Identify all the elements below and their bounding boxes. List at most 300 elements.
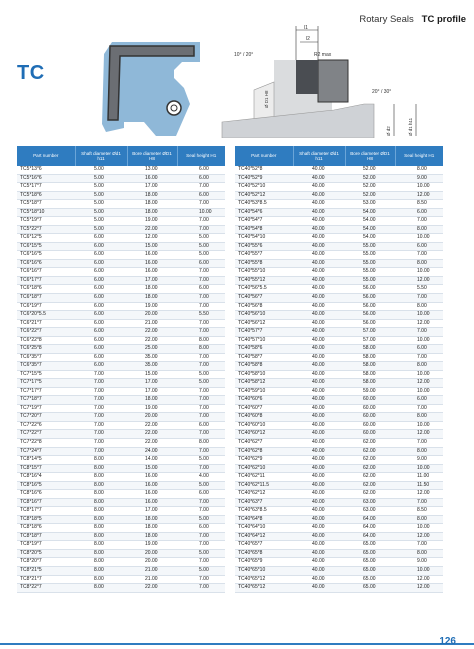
seal-height-cell: 10.00 bbox=[395, 524, 443, 533]
bore-diameter-cell: 52.00 bbox=[345, 174, 395, 183]
bore-diameter-cell: 62.00 bbox=[345, 490, 395, 499]
table-row bbox=[17, 183, 225, 192]
table-row bbox=[235, 276, 443, 285]
bore-diameter-cell: 64.00 bbox=[345, 524, 395, 533]
seal-height-cell: 10.00 bbox=[395, 464, 443, 473]
table-row bbox=[235, 285, 443, 294]
shaft-diameter-cell: 6.00 bbox=[75, 293, 127, 302]
bore-diameter-cell: 21.00 bbox=[127, 319, 177, 328]
part-number-cell: TC8*21*5 bbox=[17, 566, 75, 575]
bore-diameter-cell: 58.00 bbox=[345, 353, 395, 362]
seal-height-cell: 11.50 bbox=[395, 481, 443, 490]
seal-height-cell: 7.00 bbox=[177, 541, 225, 550]
shaft-diameter-cell: 8.00 bbox=[75, 498, 127, 507]
shaft-diameter-cell: 40.00 bbox=[293, 447, 345, 456]
bore-diameter-cell: 22.00 bbox=[127, 328, 177, 337]
bore-diameter-cell: 52.00 bbox=[345, 191, 395, 200]
bore-diameter-cell: 52.00 bbox=[345, 166, 395, 174]
bore-diameter-cell: 62.00 bbox=[345, 447, 395, 456]
table-row bbox=[17, 242, 225, 251]
part-number-cell: TC40*60*7 bbox=[235, 404, 293, 413]
part-number-cell: TC40*57*10 bbox=[235, 336, 293, 345]
shaft-diameter-cell: 6.00 bbox=[75, 242, 127, 251]
table-row bbox=[235, 566, 443, 575]
seal-height-cell: 7.00 bbox=[177, 447, 225, 456]
bore-diameter-cell: 20.00 bbox=[127, 311, 177, 320]
seal-height-cell: 10.00 bbox=[395, 336, 443, 345]
shaft-diameter-cell: 5.00 bbox=[75, 217, 127, 226]
bore-diameter-cell: 55.00 bbox=[345, 242, 395, 251]
bore-diameter-cell: 16.00 bbox=[127, 259, 177, 268]
table-row bbox=[235, 183, 443, 192]
seal-height-cell: 7.00 bbox=[395, 293, 443, 302]
part-number-cell: TC40*63*7 bbox=[235, 498, 293, 507]
part-number-cell: TC40*56*7 bbox=[235, 293, 293, 302]
table-row bbox=[17, 276, 225, 285]
seal-height-cell: 8.00 bbox=[395, 225, 443, 234]
seal-height-cell: 7.00 bbox=[395, 353, 443, 362]
shaft-diameter-cell: 40.00 bbox=[293, 370, 345, 379]
part-number-cell: TC6*25*8 bbox=[17, 345, 75, 354]
seal-height-cell: 7.00 bbox=[395, 439, 443, 448]
shaft-diameter-cell: 40.00 bbox=[293, 541, 345, 550]
table-row bbox=[235, 498, 443, 507]
shaft-diameter-cell: 40.00 bbox=[293, 524, 345, 533]
bore-diameter-cell: 56.00 bbox=[345, 311, 395, 320]
bore-diameter-cell: 54.00 bbox=[345, 234, 395, 243]
seal-height-cell: 8.00 bbox=[395, 413, 443, 422]
table-row bbox=[235, 370, 443, 379]
table-row bbox=[17, 481, 225, 490]
seal-height-cell: 10.00 bbox=[395, 370, 443, 379]
shaft-diameter-cell: 5.00 bbox=[75, 183, 127, 192]
shaft-diameter-cell: 7.00 bbox=[75, 421, 127, 430]
part-number-cell: TC8*15*7 bbox=[17, 464, 75, 473]
part-number-cell: TC40*52*12 bbox=[235, 191, 293, 200]
seal-height-cell: 7.00 bbox=[177, 464, 225, 473]
shaft-diameter-cell: 40.00 bbox=[293, 234, 345, 243]
part-number-cell: TC8*16*5 bbox=[17, 481, 75, 490]
part-number-cell: TC40*58*8 bbox=[235, 362, 293, 371]
shaft-diameter-cell: 40.00 bbox=[293, 490, 345, 499]
seal-height-cell: 7.00 bbox=[177, 498, 225, 507]
shaft-diameter-cell: 40.00 bbox=[293, 311, 345, 320]
seal-height-cell: 12.00 bbox=[395, 379, 443, 388]
seal-height-cell: 7.00 bbox=[395, 328, 443, 337]
seal-height-cell: 6.00 bbox=[395, 242, 443, 251]
part-number-cell: TC6*15*5 bbox=[17, 242, 75, 251]
bore-diameter-cell: 62.00 bbox=[345, 439, 395, 448]
seal-height-cell: 10.00 bbox=[395, 421, 443, 430]
table-row bbox=[235, 430, 443, 439]
part-number-cell: TC6*16*5 bbox=[17, 251, 75, 260]
seal-height-cell: 5.00 bbox=[177, 515, 225, 524]
table-row bbox=[17, 345, 225, 354]
seal-height-cell: 7.00 bbox=[177, 507, 225, 516]
part-number-cell: TC40*62*11 bbox=[235, 473, 293, 482]
shaft-diameter-cell: 40.00 bbox=[293, 498, 345, 507]
part-number-cell: TC7*20*7 bbox=[17, 413, 75, 422]
shaft-diameter-cell: 5.00 bbox=[75, 191, 127, 200]
shaft-diameter-cell: 8.00 bbox=[75, 481, 127, 490]
table-row bbox=[235, 362, 443, 371]
bore-diameter-cell: 19.00 bbox=[127, 404, 177, 413]
table-row bbox=[235, 217, 443, 226]
part-number-cell: TC7*22*6 bbox=[17, 421, 75, 430]
table-row bbox=[235, 490, 443, 499]
table-row bbox=[235, 242, 443, 251]
seal-height-cell: 7.00 bbox=[395, 217, 443, 226]
part-number-cell: TC40*62*8 bbox=[235, 447, 293, 456]
table-row bbox=[235, 396, 443, 405]
seal-height-cell: 12.00 bbox=[395, 430, 443, 439]
part-number-cell: TC5*16*6 bbox=[17, 174, 75, 183]
part-number-cell: TC6*35*7 bbox=[17, 362, 75, 371]
table-row bbox=[17, 174, 225, 183]
seal-height-cell: 9.00 bbox=[395, 456, 443, 465]
bore-diameter-cell: 21.00 bbox=[127, 566, 177, 575]
shaft-diameter-cell: 6.00 bbox=[75, 311, 127, 320]
shaft-diameter-cell: 6.00 bbox=[75, 319, 127, 328]
shaft-diameter-cell: 6.00 bbox=[75, 302, 127, 311]
shaft-diameter-cell: 8.00 bbox=[75, 575, 127, 584]
table-row bbox=[17, 259, 225, 268]
table-row bbox=[17, 575, 225, 584]
bore-diameter-cell: 16.00 bbox=[127, 174, 177, 183]
shaft-diameter-cell: 8.00 bbox=[75, 524, 127, 533]
bore-diameter-cell: 19.00 bbox=[127, 302, 177, 311]
shaft-diameter-cell: 40.00 bbox=[293, 473, 345, 482]
bore-diameter-cell: 19.00 bbox=[127, 541, 177, 550]
part-number-cell: TC40*56*8 bbox=[235, 302, 293, 311]
shaft-diameter-cell: 8.00 bbox=[75, 584, 127, 593]
shaft-diameter-cell: 40.00 bbox=[293, 387, 345, 396]
table-row bbox=[235, 575, 443, 584]
shaft-diameter-cell: 40.00 bbox=[293, 336, 345, 345]
shaft-diameter-cell: 7.00 bbox=[75, 447, 127, 456]
table-row bbox=[235, 439, 443, 448]
bore-diameter-cell: 56.00 bbox=[345, 319, 395, 328]
seal-height-cell: 6.00 bbox=[395, 396, 443, 405]
seal-height-cell: 6.00 bbox=[395, 208, 443, 217]
part-number-cell: TC40*65*10 bbox=[235, 566, 293, 575]
bore-diameter-cell: 13.00 bbox=[127, 166, 177, 174]
shaft-diameter-cell: 7.00 bbox=[75, 430, 127, 439]
bore-diameter-cell: 15.00 bbox=[127, 370, 177, 379]
table-row bbox=[235, 464, 443, 473]
part-number-cell: TC8*20*5 bbox=[17, 549, 75, 558]
shaft-diameter-cell: 40.00 bbox=[293, 328, 345, 337]
seal-height-cell: 7.00 bbox=[177, 268, 225, 277]
part-number-cell: TC40*62*7 bbox=[235, 439, 293, 448]
seal-height-cell: 8.00 bbox=[395, 362, 443, 371]
bore-diameter-cell: 60.00 bbox=[345, 430, 395, 439]
part-number-cell: TC6*18*6 bbox=[17, 285, 75, 294]
bore-diameter-cell: 18.00 bbox=[127, 293, 177, 302]
shaft-diameter-cell: 8.00 bbox=[75, 515, 127, 524]
seal-height-cell: 5.00 bbox=[177, 251, 225, 260]
header-seal-height: Seal height H1 bbox=[395, 146, 443, 166]
table-row bbox=[235, 311, 443, 320]
bore-diameter-cell: 17.00 bbox=[127, 507, 177, 516]
bore-diameter-cell: 58.00 bbox=[345, 379, 395, 388]
part-number-cell: TC7*22*7 bbox=[17, 430, 75, 439]
part-number-cell: TC40*55*10 bbox=[235, 268, 293, 277]
bore-diameter-cell: 58.00 bbox=[345, 345, 395, 354]
shaft-diameter-cell: 40.00 bbox=[293, 396, 345, 405]
part-number-cell: TC40*53*8.5 bbox=[235, 200, 293, 209]
table-row bbox=[235, 558, 443, 567]
bore-diameter-cell: 15.00 bbox=[127, 464, 177, 473]
header-seal-height: Seal height H1 bbox=[177, 146, 225, 166]
seal-height-cell: 6.00 bbox=[395, 345, 443, 354]
part-number-cell: TC40*58*10 bbox=[235, 370, 293, 379]
table-row bbox=[17, 404, 225, 413]
part-number-cell: TC40*65*9 bbox=[235, 558, 293, 567]
right-table-body bbox=[235, 166, 443, 592]
part-number-cell: TC7*17*5 bbox=[17, 379, 75, 388]
table-row bbox=[17, 566, 225, 575]
part-number-cell: TC5*19*7 bbox=[17, 217, 75, 226]
bore-diameter-cell: 19.00 bbox=[127, 217, 177, 226]
table-row bbox=[235, 447, 443, 456]
part-number-cell: TC6*22*7 bbox=[17, 328, 75, 337]
seal-height-cell: 6.00 bbox=[177, 490, 225, 499]
page-footer-bar bbox=[0, 643, 474, 645]
bore-diameter-cell: 56.00 bbox=[345, 293, 395, 302]
shaft-diameter-cell: 40.00 bbox=[293, 302, 345, 311]
part-number-cell: TC8*18*5 bbox=[17, 515, 75, 524]
table-row bbox=[17, 421, 225, 430]
seal-height-cell: 7.00 bbox=[177, 276, 225, 285]
bore-diameter-cell: 16.00 bbox=[127, 473, 177, 482]
seal-height-cell: 10.00 bbox=[395, 311, 443, 320]
part-number-cell: TC40*59*10 bbox=[235, 387, 293, 396]
shaft-diameter-cell: 5.00 bbox=[75, 208, 127, 217]
seal-profile-illustration bbox=[96, 36, 206, 140]
table-row bbox=[17, 430, 225, 439]
seal-height-cell: 7.00 bbox=[177, 532, 225, 541]
table-row bbox=[17, 328, 225, 337]
part-number-cell: TC6*19*7 bbox=[17, 302, 75, 311]
part-number-cell: TC8*16*6 bbox=[17, 490, 75, 499]
bore-diameter-cell: 55.00 bbox=[345, 276, 395, 285]
seal-height-cell: 7.00 bbox=[395, 498, 443, 507]
table-row bbox=[17, 515, 225, 524]
bore-diameter-cell: 60.00 bbox=[345, 413, 395, 422]
shaft-diameter-cell: 40.00 bbox=[293, 285, 345, 294]
part-number-cell: TC5*18*6 bbox=[17, 191, 75, 200]
bore-diameter-cell: 12.00 bbox=[127, 234, 177, 243]
seal-height-cell: 7.00 bbox=[177, 404, 225, 413]
part-number-cell: TC40*56*10 bbox=[235, 311, 293, 320]
part-number-cell: TC40*52*10 bbox=[235, 183, 293, 192]
bore-diameter-cell: 16.00 bbox=[127, 268, 177, 277]
bore-diameter-cell: 35.00 bbox=[127, 353, 177, 362]
table-row bbox=[17, 293, 225, 302]
table-row bbox=[17, 353, 225, 362]
bore-diameter-cell: 58.00 bbox=[345, 370, 395, 379]
bore-diameter-cell: 24.00 bbox=[127, 447, 177, 456]
shaft-diameter-cell: 8.00 bbox=[75, 549, 127, 558]
table-row bbox=[17, 413, 225, 422]
table-row bbox=[235, 379, 443, 388]
seal-height-cell: 5.00 bbox=[177, 234, 225, 243]
bore-diameter-cell: 59.00 bbox=[345, 387, 395, 396]
dim-d1-h11: Ø d1 h11 bbox=[408, 117, 413, 136]
part-number-cell: TC40*55*6 bbox=[235, 242, 293, 251]
shaft-diameter-cell: 6.00 bbox=[75, 353, 127, 362]
bore-diameter-cell: 65.00 bbox=[345, 584, 395, 593]
part-number-cell: TC40*54*8 bbox=[235, 225, 293, 234]
seal-height-cell: 7.00 bbox=[395, 251, 443, 260]
header-part-number: Part number bbox=[235, 146, 293, 166]
part-number-cell: TC8*19*7 bbox=[17, 541, 75, 550]
part-number-cell: TC40*52*9 bbox=[235, 174, 293, 183]
bore-diameter-cell: 53.00 bbox=[345, 200, 395, 209]
shaft-diameter-cell: 6.00 bbox=[75, 285, 127, 294]
right-table bbox=[235, 146, 443, 593]
part-number-cell: TC40*55*7 bbox=[235, 251, 293, 260]
part-number-cell: TC8*14*5 bbox=[17, 456, 75, 465]
table-row bbox=[17, 490, 225, 499]
bore-diameter-cell: 57.00 bbox=[345, 336, 395, 345]
part-number-cell: TC40*56*5.5 bbox=[235, 285, 293, 294]
shaft-diameter-cell: 40.00 bbox=[293, 345, 345, 354]
shaft-diameter-cell: 40.00 bbox=[293, 404, 345, 413]
seal-height-cell: 7.00 bbox=[177, 328, 225, 337]
part-number-cell: TC40*60*6 bbox=[235, 396, 293, 405]
shaft-diameter-cell: 40.00 bbox=[293, 319, 345, 328]
table-row bbox=[235, 251, 443, 260]
dim-l1: l1 bbox=[304, 25, 308, 31]
table-row bbox=[17, 387, 225, 396]
table-row bbox=[235, 524, 443, 533]
shaft-diameter-cell: 40.00 bbox=[293, 566, 345, 575]
table-row bbox=[235, 259, 443, 268]
shaft-diameter-cell: 6.00 bbox=[75, 259, 127, 268]
table-row bbox=[235, 532, 443, 541]
bore-diameter-cell: 17.00 bbox=[127, 276, 177, 285]
bore-diameter-cell: 56.00 bbox=[345, 302, 395, 311]
part-number-cell: TC40*63*8.5 bbox=[235, 507, 293, 516]
shaft-diameter-cell: 40.00 bbox=[293, 362, 345, 371]
part-number-cell: TC8*16*7 bbox=[17, 498, 75, 507]
bore-diameter-cell: 60.00 bbox=[345, 404, 395, 413]
part-number-cell: TC6*16*6 bbox=[17, 259, 75, 268]
dim-d1: Ø D1 H8 bbox=[264, 90, 269, 108]
table-row bbox=[17, 200, 225, 209]
seal-height-cell: 5.00 bbox=[177, 549, 225, 558]
bore-diameter-cell: 18.00 bbox=[127, 191, 177, 200]
seal-height-cell: 6.00 bbox=[177, 174, 225, 183]
shaft-diameter-cell: 40.00 bbox=[293, 259, 345, 268]
shaft-diameter-cell: 6.00 bbox=[75, 328, 127, 337]
part-number-cell: TC40*64*8 bbox=[235, 515, 293, 524]
bore-diameter-cell: 14.00 bbox=[127, 456, 177, 465]
seal-height-cell: 7.00 bbox=[395, 404, 443, 413]
part-number-cell: TC40*65*12 bbox=[235, 584, 293, 593]
seal-height-cell: 7.00 bbox=[177, 387, 225, 396]
seal-height-cell: 7.00 bbox=[177, 200, 225, 209]
part-number-cell: TC6*35*7 bbox=[17, 353, 75, 362]
bore-diameter-cell: 55.00 bbox=[345, 251, 395, 260]
shaft-diameter-cell: 5.00 bbox=[75, 200, 127, 209]
shaft-diameter-cell: 6.00 bbox=[75, 336, 127, 345]
bore-diameter-cell: 65.00 bbox=[345, 566, 395, 575]
bore-diameter-cell: 18.00 bbox=[127, 515, 177, 524]
bore-diameter-cell: 58.00 bbox=[345, 362, 395, 371]
seal-height-cell: 8.00 bbox=[177, 439, 225, 448]
bore-diameter-cell: 18.00 bbox=[127, 524, 177, 533]
shaft-diameter-cell: 40.00 bbox=[293, 439, 345, 448]
table-row bbox=[235, 584, 443, 593]
table-row bbox=[235, 473, 443, 482]
bore-diameter-cell: 60.00 bbox=[345, 421, 395, 430]
page-title: TC bbox=[17, 62, 45, 84]
bore-diameter-cell: 55.00 bbox=[345, 268, 395, 277]
part-number-cell: TC40*57*7 bbox=[235, 328, 293, 337]
seal-height-cell: 7.00 bbox=[177, 396, 225, 405]
seal-height-cell: 7.00 bbox=[177, 183, 225, 192]
part-number-cell: TC40*56*12 bbox=[235, 319, 293, 328]
shaft-diameter-cell: 7.00 bbox=[75, 404, 127, 413]
part-number-cell: TC7*15*5 bbox=[17, 370, 75, 379]
shaft-diameter-cell: 40.00 bbox=[293, 183, 345, 192]
table-row bbox=[17, 302, 225, 311]
shaft-diameter-cell: 40.00 bbox=[293, 166, 345, 174]
shaft-diameter-cell: 8.00 bbox=[75, 456, 127, 465]
part-number-cell: TC40*62*12 bbox=[235, 490, 293, 499]
header-part-number: Part number bbox=[17, 146, 75, 166]
bore-diameter-cell: 62.00 bbox=[345, 473, 395, 482]
seal-height-cell: 10.00 bbox=[177, 208, 225, 217]
shaft-diameter-cell: 6.00 bbox=[75, 251, 127, 260]
seal-height-cell: 8.50 bbox=[395, 200, 443, 209]
bore-diameter-cell: 62.00 bbox=[345, 481, 395, 490]
table-row bbox=[17, 541, 225, 550]
part-number-cell: TC8*16*4 bbox=[17, 473, 75, 482]
part-number-cell: TC6*18*7 bbox=[17, 293, 75, 302]
bore-diameter-cell: 16.00 bbox=[127, 490, 177, 499]
seal-height-cell: 6.00 bbox=[177, 259, 225, 268]
seal-height-cell: 5.50 bbox=[395, 285, 443, 294]
seal-height-cell: 10.00 bbox=[395, 387, 443, 396]
shaft-diameter-cell: 40.00 bbox=[293, 174, 345, 183]
seal-height-cell: 7.00 bbox=[177, 430, 225, 439]
seal-height-cell: 12.00 bbox=[395, 532, 443, 541]
table-row bbox=[17, 370, 225, 379]
table-row bbox=[17, 447, 225, 456]
bore-diameter-cell: 22.00 bbox=[127, 225, 177, 234]
header-section: Rotary Seals bbox=[359, 14, 414, 25]
bore-diameter-cell: 35.00 bbox=[127, 362, 177, 371]
table-row bbox=[235, 200, 443, 209]
bore-diameter-cell: 65.00 bbox=[345, 558, 395, 567]
part-number-cell: TC6*16*7 bbox=[17, 268, 75, 277]
table-row bbox=[235, 166, 443, 174]
shaft-diameter-cell: 40.00 bbox=[293, 200, 345, 209]
shaft-diameter-cell: 5.00 bbox=[75, 174, 127, 183]
seal-height-cell: 8.00 bbox=[395, 302, 443, 311]
shaft-diameter-cell: 40.00 bbox=[293, 584, 345, 593]
table-row bbox=[17, 208, 225, 217]
part-number-cell: TC5*22*7 bbox=[17, 225, 75, 234]
part-number-cell: TC6*17*7 bbox=[17, 276, 75, 285]
shaft-diameter-cell: 40.00 bbox=[293, 456, 345, 465]
seal-height-cell: 5.00 bbox=[177, 566, 225, 575]
part-number-cell: TC40*65*8 bbox=[235, 549, 293, 558]
